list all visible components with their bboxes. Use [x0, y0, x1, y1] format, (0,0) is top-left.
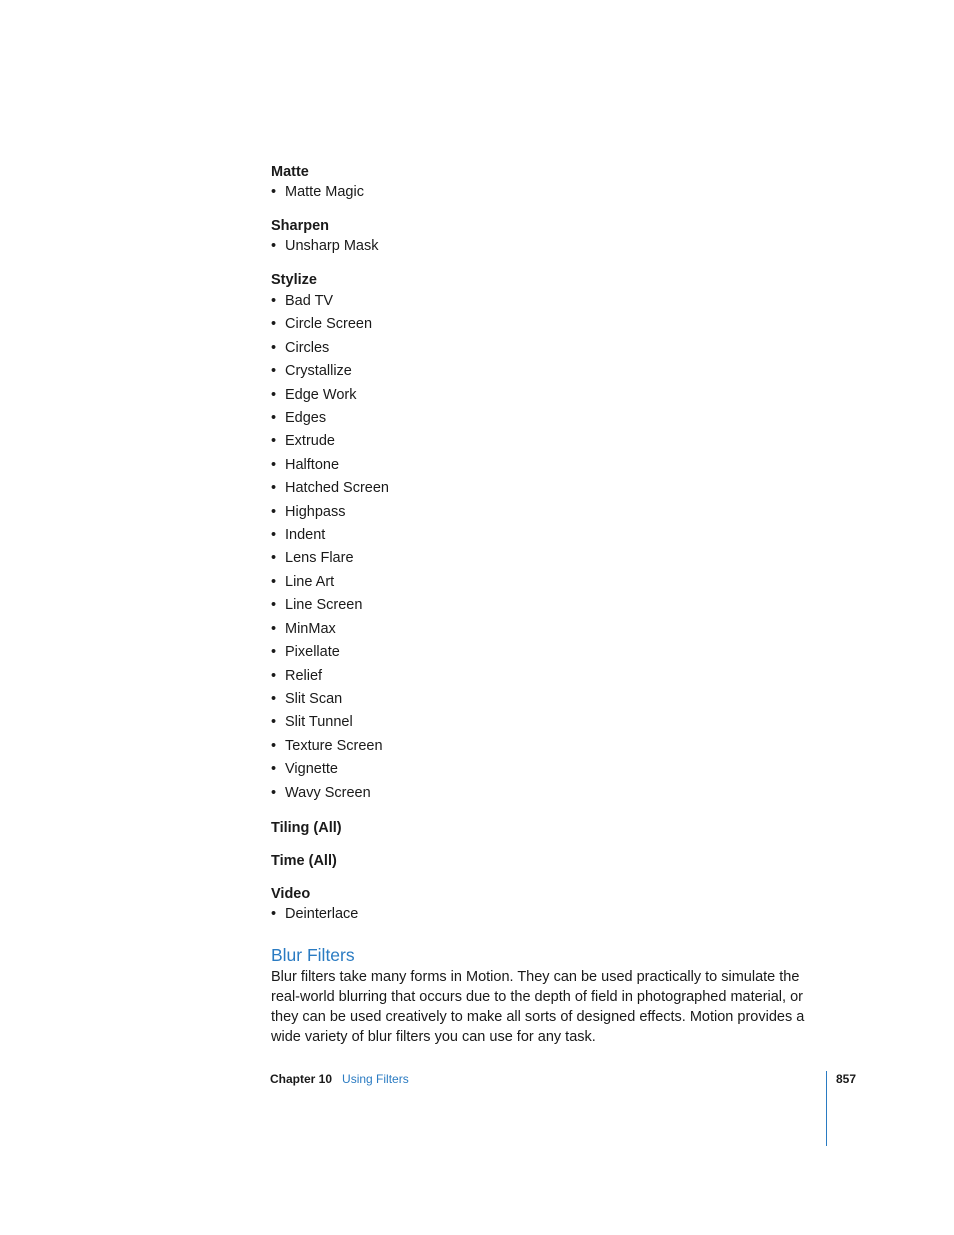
section-stylize: [271, 270, 831, 805]
list-item: • Halftone: [271, 454, 831, 477]
filter-list: [271, 904, 831, 925]
filter-list: [271, 182, 831, 203]
list-item: • Extrude: [271, 430, 831, 453]
content-column: [271, 162, 831, 1047]
list-item: • Line Screen: [271, 594, 831, 617]
section-tiling: [271, 818, 831, 838]
list-item: • Pixellate: [271, 641, 831, 664]
list-item: • Vignette: [271, 758, 831, 781]
list-item: • Line Art: [271, 571, 831, 594]
list-item: • Unsharp Mask: [271, 236, 831, 257]
list-item: • Matte Magic: [271, 182, 831, 203]
list-item: • Lens Flare: [271, 547, 831, 570]
list-item: • Edge Work: [271, 384, 831, 407]
page-footer: [270, 1072, 409, 1086]
list-item: • Indent: [271, 524, 831, 547]
section-heading: Tiling (All): [271, 819, 342, 836]
list-item: • Circle Screen: [271, 313, 831, 336]
blur-filters-paragraph: Blur filters take many forms in Motion. They can be used practically to simulate the real-world blurring that occurs due to the depth of field in photographed material, or they can be used creatively to make all sorts of designed effects. Motion provides a wide variety of blur filters you can use for any task.: [271, 968, 805, 1045]
section-heading: Matte: [271, 164, 309, 180]
list-item: • Highpass: [271, 501, 831, 524]
blur-filters-heading: Blur Filters: [271, 944, 355, 965]
section-heading: Video: [271, 885, 311, 902]
list-item: • Relief: [271, 665, 831, 688]
list-item: • Deinterlace: [271, 904, 831, 925]
section-video: [271, 884, 831, 925]
list-item: • Wavy Screen: [271, 782, 831, 805]
section-heading: Stylize: [271, 272, 317, 288]
chapter-title-link[interactable]: Using Filters: [342, 1072, 409, 1086]
list-item: • Edges: [271, 407, 831, 430]
page-number: 857: [836, 1072, 857, 1086]
footer-divider: [826, 1071, 827, 1146]
section-sharpen: [271, 216, 831, 257]
list-item: • Hatched Screen: [271, 477, 831, 500]
list-item: • Bad TV: [271, 290, 831, 313]
chapter-label: Chapter 10: [270, 1072, 333, 1086]
section-time: [271, 851, 831, 871]
filter-list: [271, 236, 831, 257]
list-item: • Texture Screen: [271, 735, 831, 758]
list-item: • Crystallize: [271, 360, 831, 383]
filter-list: [271, 290, 831, 805]
list-item: • MinMax: [271, 618, 831, 641]
list-item: • Slit Tunnel: [271, 711, 831, 734]
list-item: • Circles: [271, 337, 831, 360]
section-matte: [271, 162, 831, 203]
list-item: • Slit Scan: [271, 688, 831, 711]
section-heading: Sharpen: [271, 218, 330, 234]
section-heading: Time (All): [271, 852, 337, 869]
